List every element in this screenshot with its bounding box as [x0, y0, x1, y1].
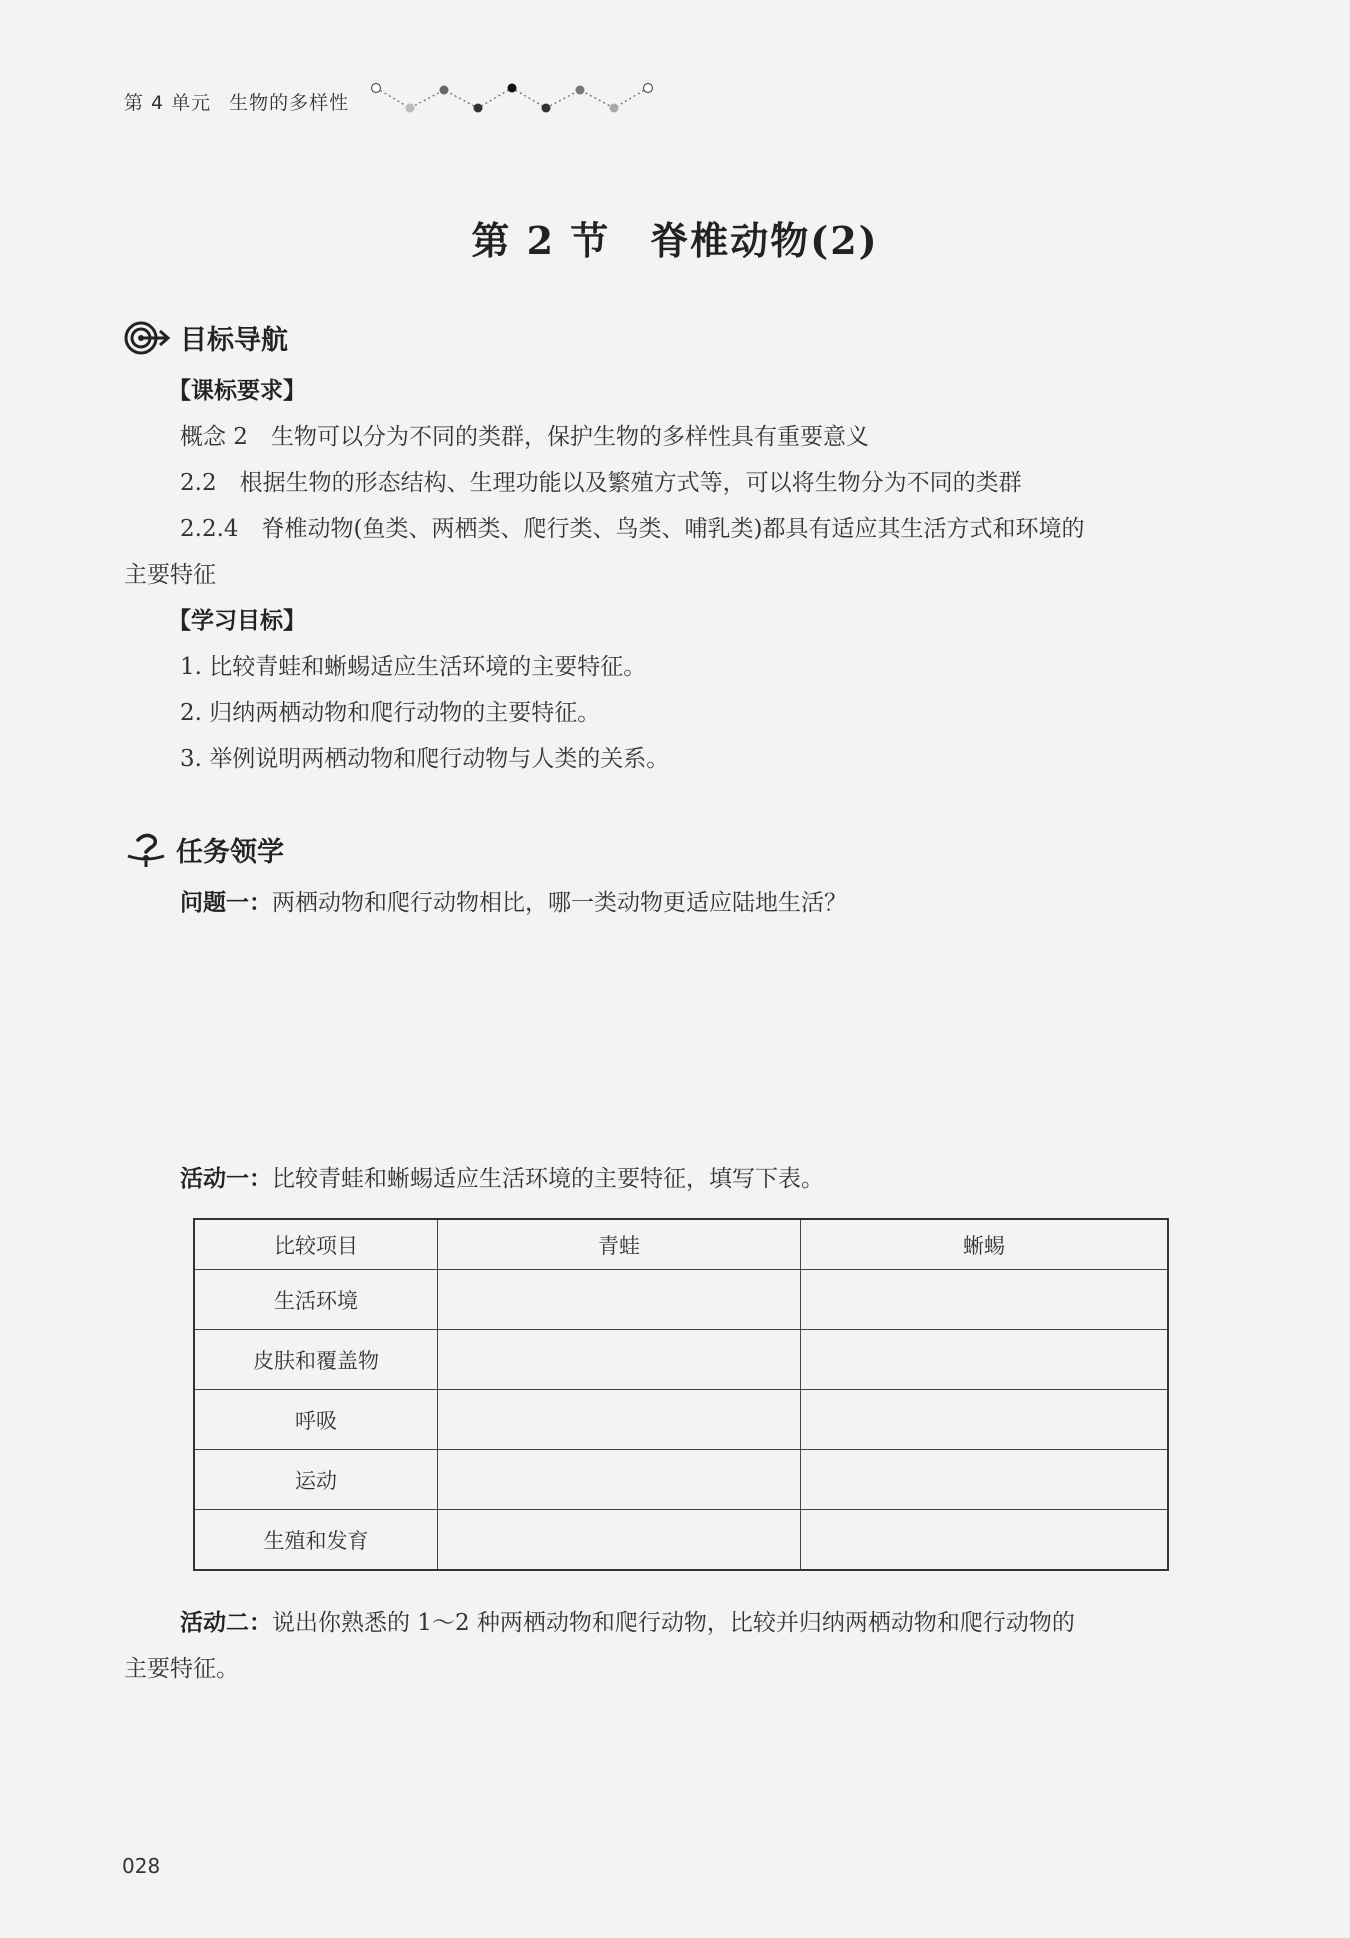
- page-number: 028: [122, 1854, 161, 1878]
- table-row: [194, 1390, 1168, 1450]
- frog-answer-cell[interactable]: [438, 1330, 801, 1390]
- table-row: [194, 1270, 1168, 1330]
- curriculum-line-1: 概念 2 生物可以分为不同的类群，保护生物的多样性具有重要意义: [180, 424, 869, 450]
- question-one-text: 两栖动物和爬行动物相比，哪一类动物更适应陆地生活？: [272, 890, 847, 916]
- activity-one-text: 比较青蛙和蜥蜴适应生活环境的主要特征，填写下表。: [272, 1166, 824, 1192]
- frog-answer-cell[interactable]: [438, 1390, 801, 1450]
- lizard-answer-cell[interactable]: [801, 1390, 1169, 1450]
- subject-label: 生物的多样性: [229, 92, 350, 114]
- frog-answer-cell[interactable]: [438, 1450, 801, 1510]
- row-label: 生活环境: [194, 1270, 438, 1330]
- activity-one: [180, 1160, 824, 1193]
- objective-item: 1. 比较青蛙和蜥蜴适应生活环境的主要特征。: [180, 654, 647, 680]
- target-icon: [124, 320, 172, 356]
- column-header: 蜥蜴: [801, 1219, 1169, 1270]
- activity-two-label: 活动二：: [180, 1610, 272, 1636]
- curriculum-line-3: 2.2.4 脊椎动物(鱼类、两栖类、爬行类、鸟类、哺乳类)都具有适应其生活方式和环境的: [180, 516, 1085, 542]
- table-header-row: [194, 1219, 1168, 1270]
- unit-label: 第 4 单元: [124, 92, 212, 114]
- objectives-heading: 【学习目标】: [168, 608, 306, 634]
- dotted-wave-ornament: [368, 80, 668, 120]
- curriculum-line-4: 主要特征: [124, 562, 216, 588]
- table-row: [194, 1510, 1168, 1571]
- comparison-table: [193, 1218, 1169, 1571]
- objective-item: 3. 举例说明两栖动物和爬行动物与人类的关系。: [180, 746, 670, 772]
- objective-item: 2. 归纳两栖动物和爬行动物的主要特征。: [180, 700, 601, 726]
- row-label: 生殖和发育: [194, 1510, 438, 1571]
- task-lead-icon: [124, 832, 168, 868]
- column-header: 青蛙: [438, 1219, 801, 1270]
- row-label: 呼吸: [194, 1390, 438, 1450]
- row-label: 皮肤和覆盖物: [194, 1330, 438, 1390]
- lizard-answer-cell[interactable]: [801, 1270, 1169, 1330]
- row-label: 运动: [194, 1450, 438, 1510]
- lizard-answer-cell[interactable]: [801, 1450, 1169, 1510]
- column-header: 比较项目: [194, 1219, 438, 1270]
- goals-section-heading: [124, 318, 288, 357]
- table-row: [194, 1330, 1168, 1390]
- tasks-heading-text: 任务领学: [176, 837, 284, 868]
- activity-two-text: 说出你熟悉的 1～2 种两栖动物和爬行动物，比较并归纳两栖动物和爬行动物的: [272, 1610, 1075, 1636]
- curriculum-line-2: 2.2 根据生物的形态结构、生理功能以及繁殖方式等，可以将生物分为不同的类群: [180, 470, 1022, 496]
- frog-answer-cell[interactable]: [438, 1270, 801, 1330]
- activity-two: [180, 1604, 1075, 1637]
- question-one: [180, 884, 847, 917]
- lizard-answer-cell[interactable]: [801, 1330, 1169, 1390]
- page-title: 第 2 节 脊椎动物(2): [471, 218, 879, 263]
- activity-two-continued: 主要特征。: [124, 1656, 239, 1682]
- tasks-section-heading: [124, 830, 284, 869]
- table-row: [194, 1450, 1168, 1510]
- frog-answer-cell[interactable]: [438, 1510, 801, 1571]
- goals-heading-text: 目标导航: [180, 325, 288, 356]
- question-one-label: 问题一：: [180, 890, 272, 916]
- lizard-answer-cell[interactable]: [801, 1510, 1169, 1571]
- curriculum-heading: 【课标要求】: [168, 378, 306, 404]
- activity-one-label: 活动一：: [180, 1166, 272, 1192]
- running-header: [124, 88, 349, 115]
